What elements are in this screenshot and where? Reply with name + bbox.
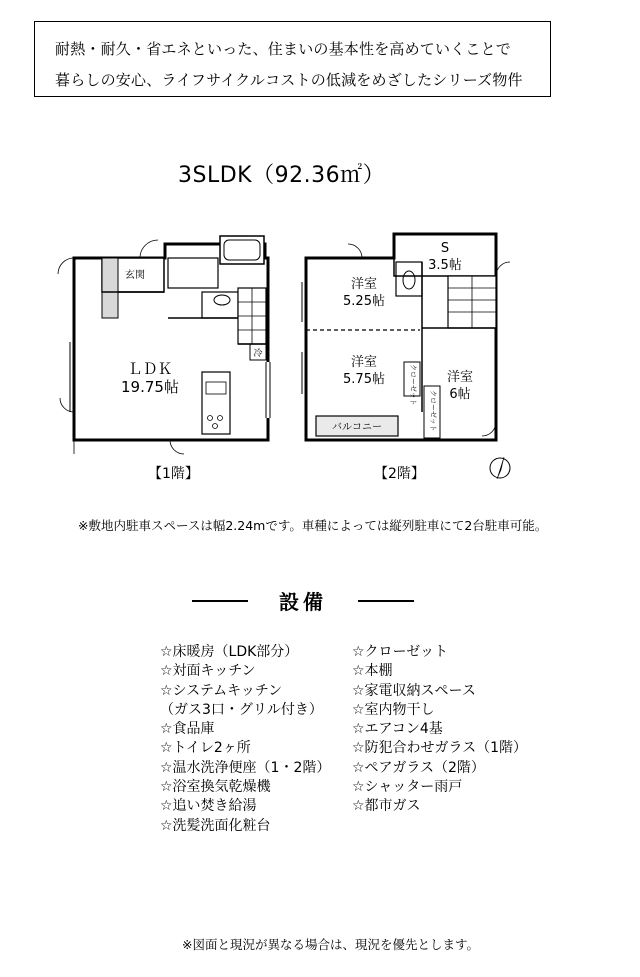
- parking-note: ※敷地内駐車スペースは幅2.24mです。車種によっては縦列駐車にて2台駐車可能。: [78, 518, 548, 533]
- list-item: ☆対面キッチン: [160, 663, 256, 680]
- equipment-list-right: [352, 643, 527, 817]
- label-entrance: 玄関: [125, 270, 145, 281]
- list-item: ☆防犯合わせガラス（1階）: [352, 740, 528, 757]
- list-item: ☆ペアガラス（2階）: [352, 759, 485, 776]
- list-item: ☆浴室換気乾燥機: [160, 779, 271, 796]
- bottom-note: ※図面と現況が異なる場合は、現況を優先とします。: [182, 937, 479, 952]
- label-balcony: バルコニー: [332, 422, 382, 433]
- list-item: ☆本棚: [352, 663, 393, 680]
- label-room2: 洋室: [350, 355, 378, 370]
- list-item: ☆システムキッチン: [160, 682, 283, 699]
- equipment-rule-right: [358, 600, 414, 602]
- list-item: ☆クローゼット: [352, 644, 448, 660]
- label-closet-2: クローゼット: [429, 390, 437, 432]
- label-ldk: ＬＤＫ: [127, 360, 173, 378]
- list-item: ☆洗髪洗面化粧台: [160, 817, 271, 834]
- label-room3: 洋室: [446, 370, 474, 385]
- list-item: （ガス3口・グリル付き）: [160, 701, 323, 718]
- equipment-header: [192, 586, 414, 616]
- intro-box: [34, 21, 551, 97]
- equipment-list-left: [160, 643, 330, 836]
- label-ldk-size: 19.75帖: [121, 378, 179, 396]
- label-fridge: 冷: [253, 349, 263, 359]
- list-item: ☆床暖房（LDK部分）: [160, 644, 299, 660]
- label-room1: 洋室: [350, 277, 378, 292]
- equipment-title: 設備: [279, 590, 327, 614]
- label-storage: S: [440, 241, 450, 256]
- label-room1-size: 5.25帖: [343, 294, 385, 309]
- floor2-plan: [302, 234, 510, 440]
- floor2-label: 【2階】: [374, 466, 425, 482]
- label-storage-size: 3.5帖: [428, 258, 462, 273]
- intro-line-1: 耐熱・耐久・省エネといった、住まいの基本性を高めていくことで: [55, 40, 512, 58]
- floor1-label: 【1階】: [148, 466, 199, 482]
- list-item: ☆追い焚き給湯: [160, 798, 257, 815]
- list-item: ☆シャッター雨戸: [352, 779, 463, 796]
- plan-title: 3SLDK（92.36㎡）: [178, 163, 386, 188]
- label-room2-size: 5.75帖: [343, 372, 385, 387]
- list-item: ☆室内物干し: [352, 701, 435, 718]
- list-item: ☆都市ガス: [352, 798, 421, 815]
- intro-line-2: 暮らしの安心、ライフサイクルコストの低減をめざしたシリーズ物件: [55, 71, 523, 89]
- label-closet-1: クローゼット: [409, 364, 417, 406]
- list-item: ☆エアコン4基: [352, 721, 443, 738]
- floor-plan: [40, 222, 520, 492]
- label-room3-size: 6帖: [449, 387, 471, 402]
- list-item: ☆食品庫: [160, 721, 215, 738]
- list-item: ☆温水洗浄便座（1・2階）: [160, 759, 331, 776]
- north-arrow-icon: [490, 457, 510, 479]
- floor1-plan: [58, 236, 270, 454]
- list-item: ☆家電収納スペース: [352, 682, 476, 699]
- list-item: ☆トイレ2ヶ所: [160, 740, 251, 757]
